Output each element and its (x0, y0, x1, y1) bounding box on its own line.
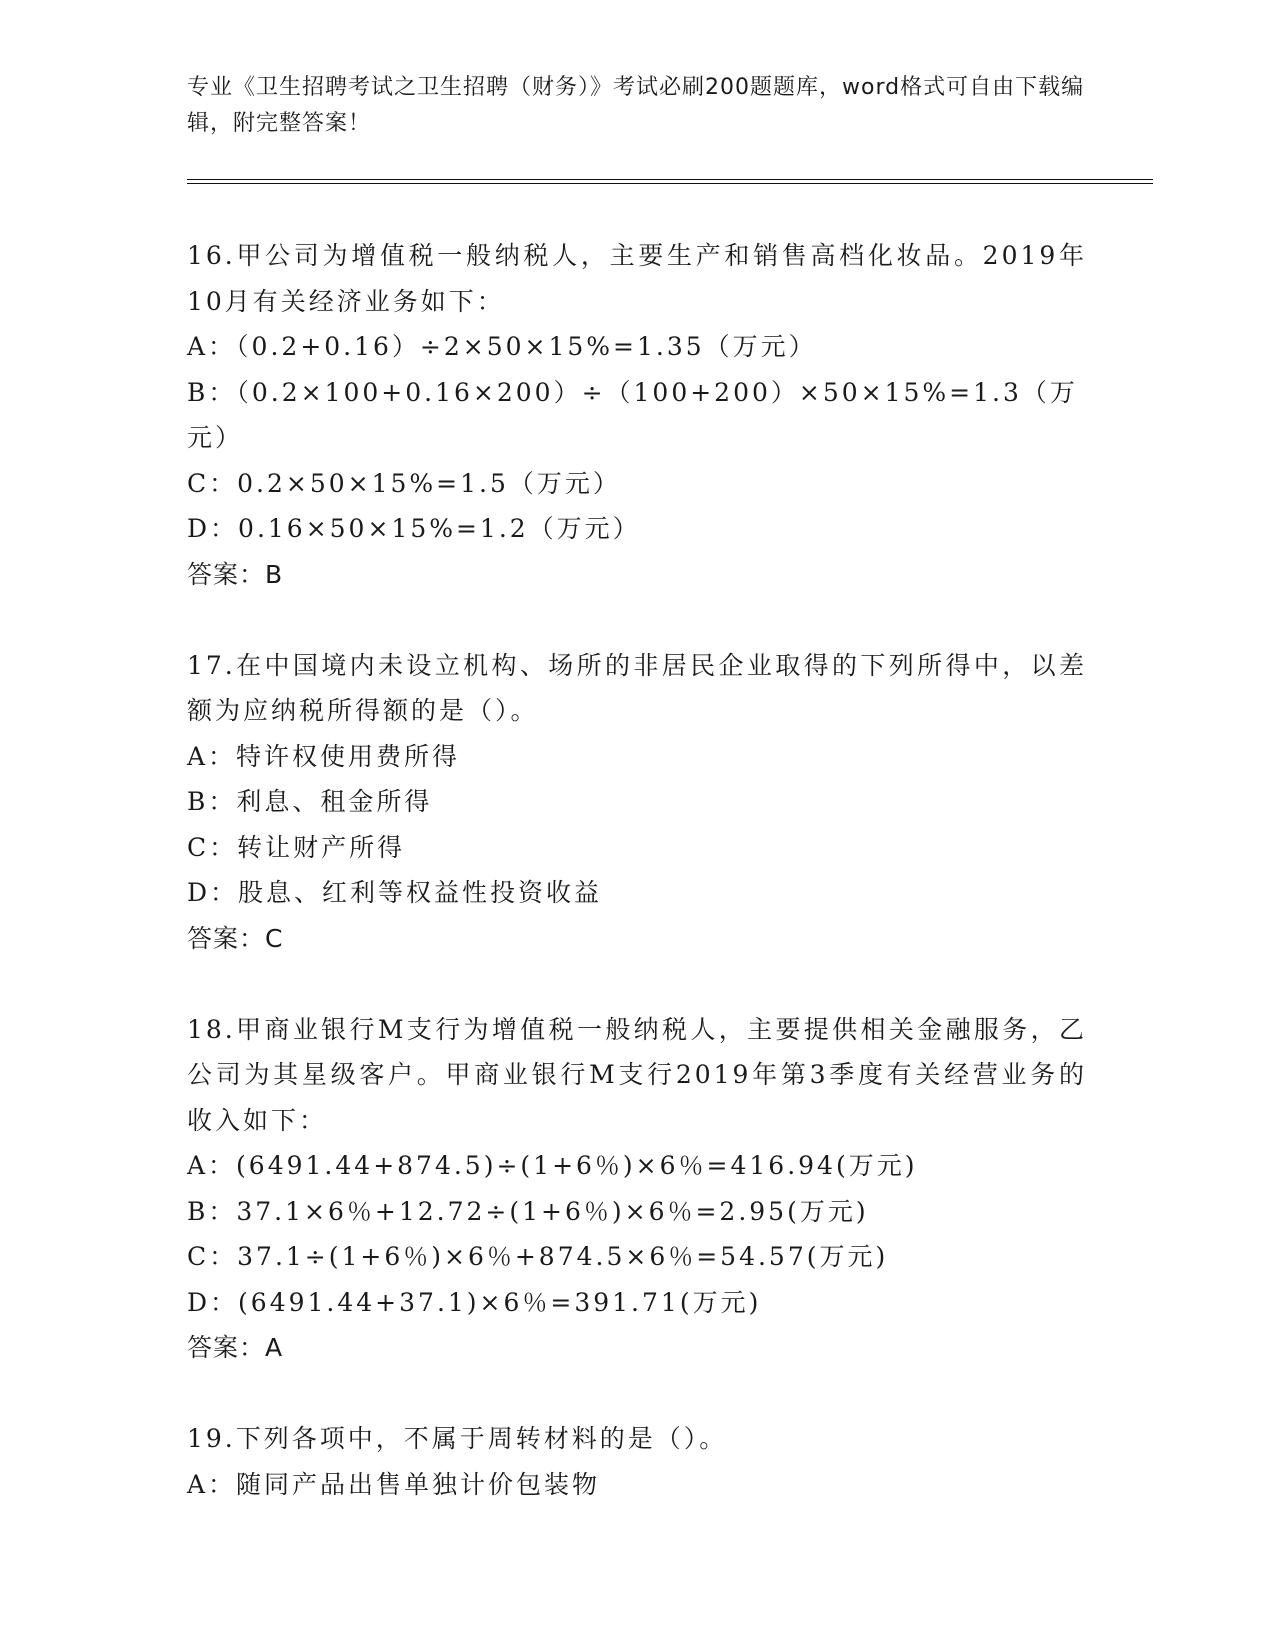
option-b: B：（0.2×100+0.16×200）÷（100+200）×50×15%=1.3（万元） (187, 377, 1078, 452)
answer: 答案：B (187, 559, 284, 589)
question-17 (187, 643, 1087, 962)
question-stem: 18.甲商业银行M支行为增值税一般纳税人，主要提供相关金融服务，乙公司为其星级客户。甲商业银行M支行2019年第3季度有关经营业务的收入如下： (187, 1014, 1087, 1135)
option-d: D：(6491.44+37.1)×6％=391.71(万元) (187, 1287, 762, 1317)
question-16 (187, 233, 1087, 597)
answer: 答案：A (187, 1333, 284, 1362)
option-b: B：37.1×6％+12.72÷(1+6％)×6％=2.95(万元) (187, 1196, 869, 1226)
option-a: A：（0.2+0.16）÷2×50×15%=1.35（万元） (187, 332, 817, 361)
header-divider-bottom (187, 183, 1153, 184)
option-d: D：股息、红利等权益性投资收益 (187, 878, 603, 907)
option-a: A：特许权使用费所得 (187, 741, 461, 771)
option-a: A：随同产品出售单独计价包装物 (187, 1469, 601, 1499)
question-stem: 16.甲公司为增值税一般纳税人，主要生产和销售高档化妆品。2019年10月有关经济业务如下： (187, 241, 1087, 316)
question-19 (187, 1416, 1087, 1507)
header-divider-top (187, 179, 1153, 180)
option-a: A：(6491.44+874.5)÷(1+6％)×6％=416.94(万元) (187, 1151, 918, 1180)
option-c: C：37.1÷(1+6％)×6％+874.5×6％=54.57(万元) (187, 1242, 889, 1271)
question-stem: 17.在中国境内未设立机构、场所的非居民企业取得的下列所得中，以差额为应纳税所得额的是（）。 (187, 650, 1087, 725)
option-d: D：0.16×50×15%=1.2（万元） (187, 514, 641, 543)
option-b: B：利息、租金所得 (187, 787, 433, 816)
question-18 (187, 1007, 1087, 1371)
question-list (187, 233, 1087, 1553)
option-c: C：转让财产所得 (187, 832, 406, 862)
document-intro: 专业《卫生招聘考试之卫生招聘（财务）》考试必刷200题题库，word格式可自由下载编辑，附完整答案！ (187, 75, 1085, 136)
question-stem: 19.下列各项中，不属于周转材料的是（）。 (187, 1424, 728, 1453)
answer: 答案：C (187, 923, 284, 953)
option-c: C：0.2×50×15%=1.5（万元） (187, 468, 621, 498)
